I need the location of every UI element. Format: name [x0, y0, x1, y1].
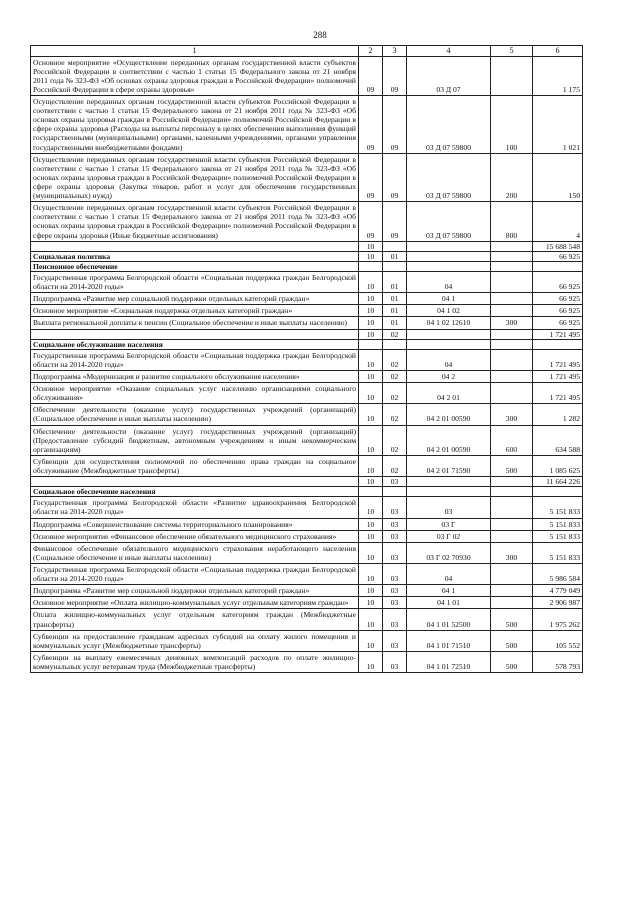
row-amount: 11 664 226	[533, 477, 583, 487]
table-row	[31, 425, 583, 455]
row-subsection-code: 03	[383, 497, 407, 518]
row-target-article: 03 Д 07 59800	[407, 202, 491, 241]
row-amount: 578 793	[533, 651, 583, 672]
row-section-code: 10	[359, 317, 383, 329]
column-header: 4	[407, 46, 491, 57]
row-subsection-code: 02	[383, 455, 407, 476]
table-row	[31, 585, 583, 597]
row-description: Оплата жилищно-коммунальных услуг отдельным категориям граждан (Межбюджетные трансферты)	[31, 609, 359, 630]
row-target-article: 04 2 01 71590	[407, 455, 491, 476]
row-target-article: 04 1 02	[407, 305, 491, 317]
row-amount: 66 925	[533, 251, 583, 261]
row-subsection-code: 03	[383, 585, 407, 597]
table-row	[31, 651, 583, 672]
row-expense-type: 300	[491, 542, 533, 563]
row-subsection-code: 01	[383, 251, 407, 261]
row-expense-type	[491, 497, 533, 518]
row-target-article	[407, 251, 491, 261]
row-description: Основное мероприятие «Осуществление переданных органам государственной власти субъектов Российской Федерации в соответствии с частью 1 статьи 15 Федерального закона от 21 ноября 2011 года № 323-ФЗ «Об основах охраны здоровья граждан в Российской Федерации» полномочий Российской Федерации в сфере охраны здоровья»	[31, 56, 359, 95]
row-description: Государственная программа Белгородской области «Социальная поддержка граждан Белгородской области на 2014-2020 годы»	[31, 272, 359, 293]
row-target-article: 04 1 01 71510	[407, 630, 491, 651]
row-target-article: 04 1 01 52500	[407, 609, 491, 630]
row-amount: 1 721 495	[533, 329, 583, 339]
row-expense-type	[491, 349, 533, 370]
row-subsection-code	[383, 487, 407, 497]
row-section-code: 10	[359, 349, 383, 370]
row-description: Подпрограмма «Совершенствование системы территориального планирования»	[31, 518, 359, 530]
row-target-article: 03 Д 07 59800	[407, 96, 491, 154]
column-header: 3	[383, 46, 407, 57]
row-amount	[533, 261, 583, 271]
row-target-article	[407, 477, 491, 487]
row-description: Субвенции на выплату ежемесячных денежных компенсаций расходов по оплате жилищно-коммунальных услуг ветеранам труда (Межбюджетные трансферты)	[31, 651, 359, 672]
table-row	[31, 339, 583, 349]
row-expense-type: 500	[491, 455, 533, 476]
row-section-code: 10	[359, 251, 383, 261]
table-row	[31, 272, 583, 293]
row-expense-type	[491, 261, 533, 271]
row-section-code: 10	[359, 563, 383, 584]
row-section-code: 09	[359, 202, 383, 241]
row-expense-type: 100	[491, 96, 533, 154]
row-target-article: 04 2 01 00590	[407, 425, 491, 455]
table-row	[31, 597, 583, 609]
row-amount: 1 721 495	[533, 349, 583, 370]
table-row	[31, 487, 583, 497]
row-description: Подпрограмма «Модернизация и развитие социального обслуживания населения»	[31, 370, 359, 382]
row-expense-type: 300	[491, 317, 533, 329]
row-expense-type	[491, 329, 533, 339]
row-expense-type	[491, 339, 533, 349]
row-target-article: 04 2 01 00590	[407, 404, 491, 425]
table-row	[31, 542, 583, 563]
row-target-article: 04 1 02 12610	[407, 317, 491, 329]
column-header: 2	[359, 46, 383, 57]
row-target-article: 04 1 01	[407, 597, 491, 609]
row-expense-type	[491, 272, 533, 293]
table-row	[31, 370, 583, 382]
row-expense-type	[491, 370, 533, 382]
row-section-code: 10	[359, 651, 383, 672]
row-expense-type: 500	[491, 609, 533, 630]
table-row	[31, 383, 583, 404]
row-subsection-code: 03	[383, 518, 407, 530]
table-row	[31, 317, 583, 329]
row-section-code	[359, 261, 383, 271]
row-target-article: 04 2 01	[407, 383, 491, 404]
row-section-code: 10	[359, 241, 383, 251]
row-target-article: 03 Д 07	[407, 56, 491, 95]
row-description: Осуществление переданных органам государственной власти субъектов Российской Федерации в соответствии с частью 1 статьи 15 Федерального закона от 21 ноября 2011 года № 323-ФЗ «Об основах охраны здоровья граждан в Российской Федерации» полномочий Российской Федерации в сфере охраны здоровья (Закупка товаров, работ и услуг для обеспечения государственных (муниципальных) нужд)	[31, 153, 359, 202]
table-row	[31, 563, 583, 584]
row-expense-type	[491, 56, 533, 95]
row-subsection-code: 02	[383, 425, 407, 455]
row-target-article	[407, 261, 491, 271]
row-amount: 66 925	[533, 293, 583, 305]
row-target-article	[407, 339, 491, 349]
page-number: 288	[313, 30, 327, 40]
row-expense-type	[491, 383, 533, 404]
row-subsection-code: 03	[383, 542, 407, 563]
row-description: Пенсионное обеспечение	[31, 261, 359, 271]
row-section-code: 10	[359, 477, 383, 487]
row-target-article: 04 2	[407, 370, 491, 382]
row-description: Основное мероприятие «Оказание социальных услуг населению организациями социального обслуживания»	[31, 383, 359, 404]
row-expense-type: 500	[491, 651, 533, 672]
row-amount: 66 925	[533, 317, 583, 329]
row-expense-type: 800	[491, 202, 533, 241]
table-row	[31, 497, 583, 518]
row-section-code: 10	[359, 293, 383, 305]
row-subsection-code: 02	[383, 349, 407, 370]
table-row	[31, 477, 583, 487]
row-amount: 5 151 833	[533, 530, 583, 542]
row-subsection-code	[383, 339, 407, 349]
table-row	[31, 241, 583, 251]
row-subsection-code: 01	[383, 293, 407, 305]
row-section-code	[359, 487, 383, 497]
row-amount: 5 986 584	[533, 563, 583, 584]
row-subsection-code: 02	[383, 404, 407, 425]
column-header: 1	[31, 46, 359, 57]
row-expense-type	[491, 241, 533, 251]
row-section-code: 10	[359, 272, 383, 293]
table-row	[31, 518, 583, 530]
row-description: Социальное обслуживание населения	[31, 339, 359, 349]
row-amount: 1 282	[533, 404, 583, 425]
row-description: Субвенции на предоставление гражданам адресных субсидий на оплату жилого помещения и коммунальных услуг (Межбюджетные трансферты)	[31, 630, 359, 651]
row-target-article: 04	[407, 563, 491, 584]
row-amount: 15 688 548	[533, 241, 583, 251]
row-expense-type	[491, 251, 533, 261]
row-expense-type	[491, 477, 533, 487]
row-section-code: 10	[359, 425, 383, 455]
row-amount: 1 085 625	[533, 455, 583, 476]
row-section-code: 10	[359, 455, 383, 476]
row-section-code: 10	[359, 585, 383, 597]
row-expense-type	[491, 305, 533, 317]
row-target-article	[407, 241, 491, 251]
row-expense-type	[491, 293, 533, 305]
table-row	[31, 329, 583, 339]
budget-table	[30, 45, 583, 673]
row-expense-type	[491, 563, 533, 584]
row-description: Подпрограмма «Развитие мер социальной поддержки отдельных категорий граждан»	[31, 293, 359, 305]
row-description: Осуществление переданных органам государственной власти субъектов Российской Федерации в соответствии с частью 1 статьи 15 Федерального закона от 21 ноября 2011 года № 323-ФЗ «Об основах охраны здоровья граждан в Российской Федерации» полномочий Российской Федерации в сфере охраны здоровья (Расходы на выплаты персоналу в целях обеспечения выполнения функций государственными (муниципальными) органами, казенными учреждениями, органами управления государственными внебюджетными фондами)	[31, 96, 359, 154]
row-amount: 4 779 049	[533, 585, 583, 597]
table-row	[31, 293, 583, 305]
table-row	[31, 609, 583, 630]
row-subsection-code: 01	[383, 317, 407, 329]
table-row	[31, 251, 583, 261]
row-section-code: 09	[359, 96, 383, 154]
row-amount	[533, 487, 583, 497]
row-description	[31, 477, 359, 487]
column-header: 5	[491, 46, 533, 57]
row-section-code: 10	[359, 305, 383, 317]
row-subsection-code: 03	[383, 477, 407, 487]
row-section-code: 10	[359, 518, 383, 530]
row-section-code: 10	[359, 329, 383, 339]
row-subsection-code: 09	[383, 96, 407, 154]
column-header: 6	[533, 46, 583, 57]
row-subsection-code: 03	[383, 563, 407, 584]
row-amount: 1 021	[533, 96, 583, 154]
row-amount: 105 552	[533, 630, 583, 651]
row-subsection-code: 02	[383, 370, 407, 382]
row-section-code: 10	[359, 383, 383, 404]
row-amount: 5 151 833	[533, 542, 583, 563]
row-section-code: 10	[359, 630, 383, 651]
row-amount: 1 975 262	[533, 609, 583, 630]
row-expense-type	[491, 518, 533, 530]
row-subsection-code: 03	[383, 597, 407, 609]
table-row	[31, 305, 583, 317]
row-subsection-code: 03	[383, 530, 407, 542]
row-amount: 66 925	[533, 272, 583, 293]
row-expense-type: 500	[491, 630, 533, 651]
row-amount: 1 721 495	[533, 370, 583, 382]
row-amount: 5 151 833	[533, 497, 583, 518]
row-description: Подпрограмма «Развитие мер социальной поддержки отдельных категорий граждан»	[31, 585, 359, 597]
table-row	[31, 630, 583, 651]
row-section-code: 10	[359, 542, 383, 563]
row-description: Основное мероприятие «Оплата жилищно-коммунальных услуг отдельным категориям граждан»	[31, 597, 359, 609]
row-amount: 150	[533, 153, 583, 202]
row-description: Государственная программа Белгородской области «Социальная поддержка граждан Белгородской области на 2014-2020 годы»	[31, 349, 359, 370]
row-subsection-code: 02	[383, 329, 407, 339]
row-section-code: 10	[359, 404, 383, 425]
row-target-article: 03	[407, 497, 491, 518]
row-section-code: 10	[359, 597, 383, 609]
row-target-article	[407, 329, 491, 339]
row-target-article	[407, 487, 491, 497]
row-expense-type: 600	[491, 425, 533, 455]
row-subsection-code	[383, 261, 407, 271]
row-expense-type: 200	[491, 153, 533, 202]
table-row	[31, 530, 583, 542]
row-target-article: 04 1 01 72510	[407, 651, 491, 672]
row-expense-type: 300	[491, 404, 533, 425]
row-subsection-code	[383, 241, 407, 251]
row-description	[31, 241, 359, 251]
row-description: Государственная программа Белгородской области «Социальная поддержка граждан Белгородской области на 2014-2020 годы»	[31, 563, 359, 584]
row-description: Основное мероприятие «Социальная поддержка отдельных категорий граждан»	[31, 305, 359, 317]
row-amount: 1 721 495	[533, 383, 583, 404]
row-expense-type	[491, 597, 533, 609]
row-expense-type	[491, 585, 533, 597]
row-section-code: 10	[359, 497, 383, 518]
row-amount	[533, 339, 583, 349]
row-description: Государственная программа Белгородской области «Развитие здравоохранения Белгородской области на 2014-2020 годы»	[31, 497, 359, 518]
row-description: Субвенции для осуществления полномочий по обеспечению права граждан на социальное обслуживание (Межбюджетные трансферты)	[31, 455, 359, 476]
row-section-code: 10	[359, 609, 383, 630]
row-description	[31, 329, 359, 339]
row-description: Выплата региональной доплаты к пенсии (Социальное обеспечение и иные выплаты населению)	[31, 317, 359, 329]
row-subsection-code: 09	[383, 153, 407, 202]
table-row	[31, 261, 583, 271]
row-amount: 2 906 987	[533, 597, 583, 609]
row-description: Осуществление переданных органам государственной власти субъектов Российской Федерации в соответствии с частью 1 статьи 15 Федерального закона от 21 ноября 2011 года № 323-ФЗ «Об основах охраны здоровья граждан в Российской Федерации» полномочий Российской Федерации в сфере охраны здоровья (Иные бюджетные ассигнования)	[31, 202, 359, 241]
row-subsection-code: 02	[383, 383, 407, 404]
row-target-article: 03 Д 07 59800	[407, 153, 491, 202]
row-amount: 634 588	[533, 425, 583, 455]
row-expense-type	[491, 530, 533, 542]
table-row	[31, 455, 583, 476]
row-description: Финансовое обеспечение обязательного медицинского страхования неработающего населения (Социальное обеспечение и иные выплаты населению)	[31, 542, 359, 563]
row-target-article: 03 Г	[407, 518, 491, 530]
row-target-article: 04 1	[407, 585, 491, 597]
row-section-code: 09	[359, 153, 383, 202]
table-row	[31, 153, 583, 202]
row-subsection-code: 03	[383, 609, 407, 630]
row-amount: 1 175	[533, 56, 583, 95]
row-subsection-code: 09	[383, 56, 407, 95]
table-row	[31, 96, 583, 154]
row-description: Социальная политика	[31, 251, 359, 261]
row-subsection-code: 03	[383, 651, 407, 672]
row-subsection-code: 01	[383, 272, 407, 293]
table-row	[31, 349, 583, 370]
row-subsection-code: 03	[383, 630, 407, 651]
row-subsection-code: 09	[383, 202, 407, 241]
row-amount: 5 151 833	[533, 518, 583, 530]
row-amount: 66 925	[533, 305, 583, 317]
row-section-code: 10	[359, 530, 383, 542]
table-row	[31, 404, 583, 425]
row-description: Основное мероприятие «Финансовое обеспечение обязательного медицинского страхования»	[31, 530, 359, 542]
row-target-article: 03 Г 02	[407, 530, 491, 542]
table-row	[31, 56, 583, 95]
row-subsection-code: 01	[383, 305, 407, 317]
row-target-article: 03 Г 02 70930	[407, 542, 491, 563]
row-description: Социальное обеспечение населения	[31, 487, 359, 497]
row-section-code: 10	[359, 370, 383, 382]
row-target-article: 04	[407, 272, 491, 293]
row-section-code	[359, 339, 383, 349]
row-description: Обеспечение деятельности (оказание услуг) государственных учреждений (организаций) (Предоставление субсидий бюджетным, автономным учреждениям и иным некоммерческим организациям)	[31, 425, 359, 455]
row-target-article: 04	[407, 349, 491, 370]
table-header-row	[31, 46, 583, 57]
row-section-code: 09	[359, 56, 383, 95]
table-row	[31, 202, 583, 241]
row-amount: 4	[533, 202, 583, 241]
row-description: Обеспечение деятельности (оказание услуг) государственных учреждений (организаций) (Социальное обеспечение и иные выплаты населению)	[31, 404, 359, 425]
row-target-article: 04 1	[407, 293, 491, 305]
row-expense-type	[491, 487, 533, 497]
